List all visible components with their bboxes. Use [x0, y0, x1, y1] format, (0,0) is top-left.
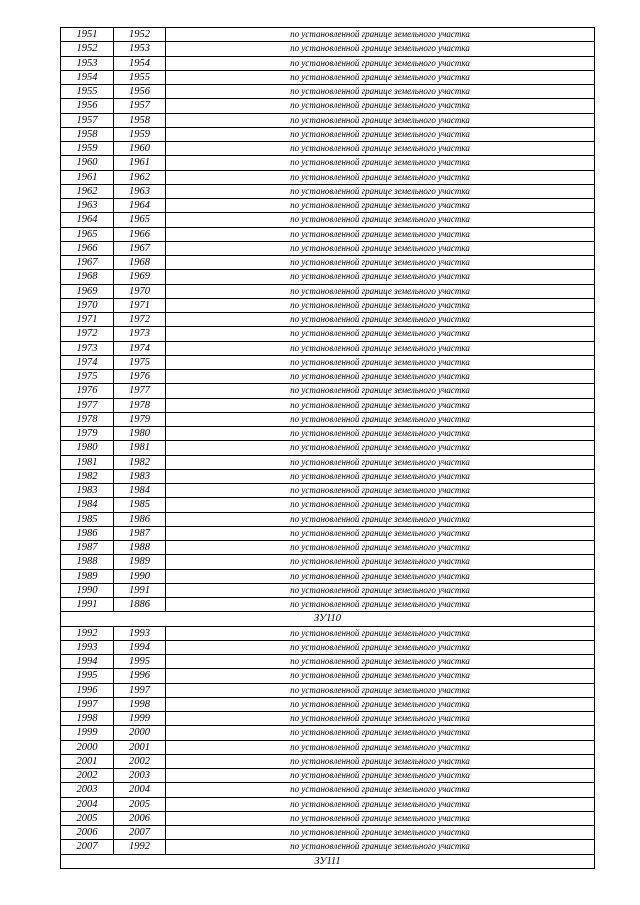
point-to-cell: 1987	[114, 526, 166, 540]
point-to-cell: 1969	[114, 270, 166, 284]
table-row	[61, 256, 595, 270]
boundary-description-cell: по установленной границе земельного участка	[166, 298, 595, 312]
point-from-cell: 1957	[61, 113, 114, 127]
boundary-description-cell: по установленной границе земельного участка	[166, 327, 595, 341]
point-from-cell: 1967	[61, 256, 114, 270]
boundary-description-cell: по установленной границе земельного участка	[166, 42, 595, 56]
table-row	[61, 769, 595, 783]
point-from-cell: 2001	[61, 754, 114, 768]
table-row	[61, 28, 595, 42]
table-row	[61, 484, 595, 498]
boundary-description-cell: по установленной границе земельного участка	[166, 740, 595, 754]
table-row	[61, 298, 595, 312]
boundary-description-cell: по установленной границе земельного участка	[166, 840, 595, 854]
point-to-cell: 1998	[114, 697, 166, 711]
boundary-description-cell: по установленной границе земельного участка	[166, 412, 595, 426]
table-row	[61, 840, 595, 854]
point-from-cell: 1990	[61, 583, 114, 597]
table-row	[61, 56, 595, 70]
point-from-cell: 1977	[61, 398, 114, 412]
point-to-cell: 1961	[114, 156, 166, 170]
point-to-cell: 2005	[114, 797, 166, 811]
point-to-cell: 1972	[114, 313, 166, 327]
point-to-cell: 1958	[114, 113, 166, 127]
boundary-description-cell: по установленной границе земельного участка	[166, 769, 595, 783]
table-row	[61, 42, 595, 56]
point-from-cell: 1963	[61, 199, 114, 213]
boundary-description-cell: по установленной границе земельного участка	[166, 398, 595, 412]
boundary-description-cell: по установленной границе земельного участка	[166, 427, 595, 441]
table-row	[61, 113, 595, 127]
boundary-description-cell: по установленной границе земельного участка	[166, 56, 595, 70]
table-row	[61, 370, 595, 384]
table-row	[61, 142, 595, 156]
boundary-description-cell: по установленной границе земельного участка	[166, 370, 595, 384]
boundary-description-cell: по установленной границе земельного участка	[166, 797, 595, 811]
point-from-cell: 1975	[61, 370, 114, 384]
point-from-cell: 1993	[61, 640, 114, 654]
table-row	[61, 626, 595, 640]
point-from-cell: 1976	[61, 384, 114, 398]
point-to-cell: 1991	[114, 583, 166, 597]
boundary-description-cell: по установленной границе земельного участка	[166, 469, 595, 483]
table-row	[61, 199, 595, 213]
point-to-cell: 1978	[114, 398, 166, 412]
table-row	[61, 341, 595, 355]
table-row	[61, 99, 595, 113]
boundary-description-cell: по установленной границе земельного участка	[166, 213, 595, 227]
point-from-cell: 1981	[61, 455, 114, 469]
point-to-cell: 1996	[114, 669, 166, 683]
boundary-description-cell: по установленной границе земельного участка	[166, 726, 595, 740]
point-from-cell: 1997	[61, 697, 114, 711]
point-from-cell: 1973	[61, 341, 114, 355]
table-row	[61, 227, 595, 241]
point-from-cell: 2006	[61, 826, 114, 840]
point-from-cell: 1951	[61, 28, 114, 42]
boundary-description-cell: по установленной границе земельного участка	[166, 484, 595, 498]
point-to-cell: 1960	[114, 142, 166, 156]
boundary-description-cell: по установленной границе земельного участка	[166, 355, 595, 369]
point-from-cell: 1971	[61, 313, 114, 327]
table-row	[61, 797, 595, 811]
boundary-description-cell: по установленной границе земельного участка	[166, 569, 595, 583]
table-row	[61, 783, 595, 797]
point-to-cell: 1966	[114, 227, 166, 241]
point-from-cell: 1956	[61, 99, 114, 113]
point-to-cell: 1963	[114, 184, 166, 198]
section-row	[61, 854, 595, 868]
point-from-cell: 1964	[61, 213, 114, 227]
point-to-cell: 2002	[114, 754, 166, 768]
point-to-cell: 1988	[114, 541, 166, 555]
point-to-cell: 1985	[114, 498, 166, 512]
point-to-cell: 1975	[114, 355, 166, 369]
point-from-cell: 1974	[61, 355, 114, 369]
table-row	[61, 697, 595, 711]
table-row	[61, 427, 595, 441]
point-to-cell: 1973	[114, 327, 166, 341]
boundary-description-cell: по установленной границе земельного участка	[166, 99, 595, 113]
point-from-cell: 1999	[61, 726, 114, 740]
point-from-cell: 1968	[61, 270, 114, 284]
boundary-description-cell: по установленной границе земельного участка	[166, 512, 595, 526]
boundary-description-cell: по установленной границе земельного участка	[166, 70, 595, 84]
point-to-cell: 2007	[114, 826, 166, 840]
table-row	[61, 811, 595, 825]
boundary-description-cell: по установленной границе земельного участка	[166, 184, 595, 198]
point-to-cell: 1965	[114, 213, 166, 227]
point-from-cell: 1992	[61, 626, 114, 640]
point-from-cell: 1966	[61, 241, 114, 255]
boundary-description-cell: по установленной границе земельного участка	[166, 640, 595, 654]
point-from-cell: 1965	[61, 227, 114, 241]
point-to-cell: 1967	[114, 241, 166, 255]
point-from-cell: 1955	[61, 85, 114, 99]
point-to-cell: 1954	[114, 56, 166, 70]
table-row	[61, 85, 595, 99]
boundary-description-cell: по установленной границе земельного участка	[166, 541, 595, 555]
point-from-cell: 1998	[61, 712, 114, 726]
point-from-cell: 1991	[61, 598, 114, 612]
table-row	[61, 170, 595, 184]
point-from-cell: 2002	[61, 769, 114, 783]
point-to-cell: 1979	[114, 412, 166, 426]
boundary-description-cell: по установленной границе земельного участка	[166, 142, 595, 156]
point-from-cell: 1970	[61, 298, 114, 312]
point-from-cell: 2003	[61, 783, 114, 797]
point-to-cell: 1962	[114, 170, 166, 184]
table-row	[61, 441, 595, 455]
table-row	[61, 398, 595, 412]
table-row	[61, 683, 595, 697]
table-row	[61, 70, 595, 84]
point-from-cell: 2005	[61, 811, 114, 825]
point-to-cell: 1986	[114, 512, 166, 526]
point-to-cell: 1999	[114, 712, 166, 726]
table-row	[61, 583, 595, 597]
table-row	[61, 512, 595, 526]
point-to-cell: 2001	[114, 740, 166, 754]
point-to-cell: 1984	[114, 484, 166, 498]
table-row	[61, 669, 595, 683]
point-to-cell: 1959	[114, 127, 166, 141]
point-from-cell: 2007	[61, 840, 114, 854]
point-from-cell: 2000	[61, 740, 114, 754]
boundary-description-cell: по установленной границе земельного участка	[166, 754, 595, 768]
point-to-cell: 1953	[114, 42, 166, 56]
boundary-description-cell: по установленной границе земельного участка	[166, 712, 595, 726]
point-from-cell: 1982	[61, 469, 114, 483]
point-to-cell: 1955	[114, 70, 166, 84]
boundary-description-cell: по установленной границе земельного участка	[166, 526, 595, 540]
boundary-table	[60, 27, 595, 869]
boundary-description-cell: по установленной границе земельного участка	[166, 441, 595, 455]
point-from-cell: 1994	[61, 655, 114, 669]
boundary-description-cell: по установленной границе земельного участка	[166, 313, 595, 327]
boundary-description-cell: по установленной границе земельного участка	[166, 783, 595, 797]
boundary-description-cell: по установленной границе земельного участка	[166, 683, 595, 697]
point-to-cell: 1968	[114, 256, 166, 270]
point-to-cell: 2000	[114, 726, 166, 740]
boundary-description-cell: по установленной границе земельного участка	[166, 455, 595, 469]
point-from-cell: 1986	[61, 526, 114, 540]
table-row	[61, 213, 595, 227]
table-row	[61, 284, 595, 298]
boundary-description-cell: по установленной границе земельного участка	[166, 127, 595, 141]
point-to-cell: 1964	[114, 199, 166, 213]
point-from-cell: 1954	[61, 70, 114, 84]
boundary-description-cell: по установленной границе земельного участка	[166, 583, 595, 597]
point-to-cell: 1977	[114, 384, 166, 398]
table-row	[61, 541, 595, 555]
point-from-cell: 1958	[61, 127, 114, 141]
boundary-description-cell: по установленной границе земельного участка	[166, 199, 595, 213]
point-from-cell: 1984	[61, 498, 114, 512]
table-row	[61, 598, 595, 612]
point-to-cell: 1989	[114, 555, 166, 569]
point-from-cell: 1987	[61, 541, 114, 555]
table-row	[61, 355, 595, 369]
point-from-cell: 1972	[61, 327, 114, 341]
point-to-cell: 1982	[114, 455, 166, 469]
table-row	[61, 156, 595, 170]
section-row	[61, 612, 595, 626]
table-row	[61, 127, 595, 141]
boundary-description-cell: по установленной границе земельного участка	[166, 697, 595, 711]
boundary-description-cell: по установленной границе земельного участка	[166, 256, 595, 270]
boundary-description-cell: по установленной границе земельного участка	[166, 241, 595, 255]
point-to-cell: 1983	[114, 469, 166, 483]
table-row	[61, 640, 595, 654]
table-row	[61, 726, 595, 740]
point-from-cell: 1978	[61, 412, 114, 426]
table-row	[61, 655, 595, 669]
boundary-description-cell: по установленной границе земельного участка	[166, 555, 595, 569]
point-from-cell: 2004	[61, 797, 114, 811]
boundary-description-cell: по установленной границе земельного участка	[166, 626, 595, 640]
table-row	[61, 712, 595, 726]
point-to-cell: 1995	[114, 655, 166, 669]
table-row	[61, 412, 595, 426]
section-label: ЗУ111	[61, 854, 595, 868]
boundary-description-cell: по установленной границе земельного участка	[166, 85, 595, 99]
table-row	[61, 455, 595, 469]
point-to-cell: 1993	[114, 626, 166, 640]
point-from-cell: 1985	[61, 512, 114, 526]
table-row	[61, 241, 595, 255]
point-from-cell: 1983	[61, 484, 114, 498]
point-from-cell: 1953	[61, 56, 114, 70]
point-to-cell: 1994	[114, 640, 166, 654]
point-to-cell: 1971	[114, 298, 166, 312]
boundary-description-cell: по установленной границе земельного участка	[166, 341, 595, 355]
boundary-table-body	[61, 28, 595, 869]
point-to-cell: 1980	[114, 427, 166, 441]
table-row	[61, 184, 595, 198]
boundary-description-cell: по установленной границе земельного участка	[166, 598, 595, 612]
point-to-cell: 2004	[114, 783, 166, 797]
boundary-description-cell: по установленной границе земельного участка	[166, 811, 595, 825]
boundary-description-cell: по установленной границе земельного участка	[166, 284, 595, 298]
point-to-cell: 1997	[114, 683, 166, 697]
point-from-cell: 1961	[61, 170, 114, 184]
table-row	[61, 826, 595, 840]
point-to-cell: 2006	[114, 811, 166, 825]
boundary-description-cell: по установленной границе земельного участка	[166, 498, 595, 512]
point-to-cell: 1990	[114, 569, 166, 583]
point-to-cell: 1970	[114, 284, 166, 298]
point-to-cell: 1956	[114, 85, 166, 99]
point-to-cell: 1886	[114, 598, 166, 612]
boundary-description-cell: по установленной границе земельного участка	[166, 113, 595, 127]
boundary-description-cell: по установленной границе земельного участка	[166, 227, 595, 241]
point-from-cell: 1989	[61, 569, 114, 583]
point-to-cell: 1974	[114, 341, 166, 355]
point-from-cell: 1980	[61, 441, 114, 455]
boundary-description-cell: по установленной границе земельного участка	[166, 270, 595, 284]
boundary-description-cell: по установленной границе земельного участка	[166, 384, 595, 398]
point-to-cell: 1957	[114, 99, 166, 113]
point-to-cell: 1976	[114, 370, 166, 384]
table-row	[61, 327, 595, 341]
point-to-cell: 1981	[114, 441, 166, 455]
point-from-cell: 1962	[61, 184, 114, 198]
point-from-cell: 1979	[61, 427, 114, 441]
point-from-cell: 1959	[61, 142, 114, 156]
point-to-cell: 1952	[114, 28, 166, 42]
table-row	[61, 313, 595, 327]
boundary-description-cell: по установленной границе земельного участка	[166, 156, 595, 170]
boundary-description-cell: по установленной границе земельного участка	[166, 28, 595, 42]
point-from-cell: 1995	[61, 669, 114, 683]
boundary-description-cell: по установленной границе земельного участка	[166, 655, 595, 669]
table-row	[61, 526, 595, 540]
table-row	[61, 569, 595, 583]
point-from-cell: 1969	[61, 284, 114, 298]
table-row	[61, 740, 595, 754]
table-row	[61, 498, 595, 512]
boundary-description-cell: по установленной границе земельного участка	[166, 826, 595, 840]
point-to-cell: 1992	[114, 840, 166, 854]
point-from-cell: 1996	[61, 683, 114, 697]
table-row	[61, 469, 595, 483]
point-from-cell: 1960	[61, 156, 114, 170]
point-from-cell: 1988	[61, 555, 114, 569]
boundary-description-cell: по установленной границе земельного участка	[166, 669, 595, 683]
table-row	[61, 384, 595, 398]
point-to-cell: 2003	[114, 769, 166, 783]
table-row	[61, 555, 595, 569]
section-label: ЗУ110	[61, 612, 595, 626]
point-from-cell: 1952	[61, 42, 114, 56]
boundary-description-cell: по установленной границе земельного участка	[166, 170, 595, 184]
table-row	[61, 270, 595, 284]
table-row	[61, 754, 595, 768]
